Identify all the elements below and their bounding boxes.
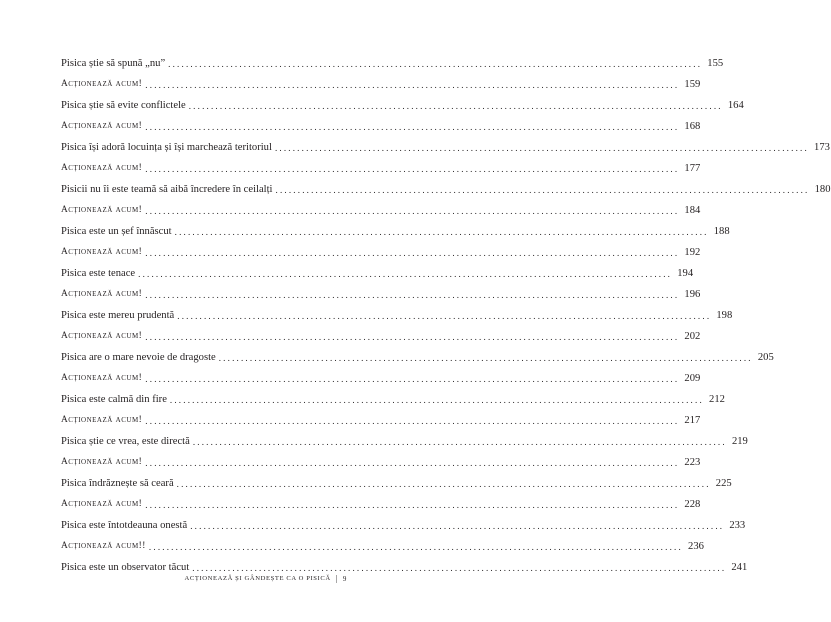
dot-leader: ........................................................................................................................ (188, 101, 723, 111)
toc-entry-page: 180 (814, 184, 831, 195)
dot-leader: ........................................................................................................................ (192, 437, 727, 447)
dot-leader: ........................................................................................................................ (145, 374, 680, 384)
toc-entry-page: 205 (757, 352, 774, 363)
toc-entry-page: 223 (684, 457, 701, 468)
table-of-contents (61, 49, 831, 574)
dot-leader: ........................................................................................................................ (145, 332, 680, 342)
toc-entry-title: Acționează acum! (61, 289, 143, 299)
dot-leader: ........................................................................................................................ (169, 395, 704, 405)
toc-action-entry (61, 70, 701, 91)
dot-leader: ........................................................................................................................ (177, 311, 712, 321)
page-number: 9 (342, 574, 347, 583)
running-title: ACȚIONEAZĂ ȘI GÂNDEȘTE CA O PISICĂ (184, 575, 331, 582)
toc-entry-title: Acționează acum! (61, 205, 143, 215)
toc-action-entry (61, 154, 701, 175)
dot-leader: ........................................................................................................................ (192, 563, 727, 573)
toc-action-entry (61, 280, 701, 301)
dot-leader: ........................................................................................................................ (145, 458, 680, 468)
toc-entry-title: Pisicii nu îi este teamă să aibă încredere în ceilalți (61, 184, 273, 195)
toc-action-entry (61, 364, 701, 385)
toc-chapter-entry (61, 133, 830, 154)
toc-entry-page: 209 (684, 373, 701, 384)
dot-leader: ........................................................................................................................ (145, 206, 680, 216)
toc-entry-title: Pisica este tenace (61, 268, 136, 279)
toc-entry-page: 217 (684, 415, 701, 426)
toc-entry-page: 194 (677, 268, 694, 279)
toc-action-entry (61, 406, 701, 427)
toc-entry-title: Pisica este un observator tăcut (61, 562, 190, 573)
toc-entry-page: 173 (814, 142, 830, 153)
toc-entry-page: 159 (684, 79, 701, 90)
footer-separator: | (335, 574, 338, 583)
dot-leader: ........................................................................................................................ (190, 521, 725, 531)
dot-leader: ........................................................................................................................ (145, 500, 680, 510)
toc-action-entry (61, 238, 701, 259)
toc-action-entry (61, 490, 701, 511)
toc-entry-page: 202 (684, 331, 701, 342)
toc-entry-page: 196 (684, 289, 701, 300)
toc-chapter-entry (61, 553, 748, 574)
toc-chapter-entry (61, 427, 748, 448)
toc-entry-page: 177 (684, 163, 701, 174)
dot-leader: ........................................................................................................................ (174, 227, 709, 237)
toc-entry-title: Pisica își adoră locuința și își marchează teritoriul (61, 142, 272, 153)
dot-leader: ........................................................................................................................ (275, 185, 810, 195)
toc-entry-page: 184 (684, 205, 701, 216)
toc-entry-page: 192 (684, 247, 701, 258)
dot-leader: ........................................................................................................................ (138, 269, 673, 279)
toc-action-entry (61, 196, 701, 217)
dot-leader: ........................................................................................................................ (145, 416, 680, 426)
dot-leader: ........................................................................................................................ (218, 353, 753, 363)
toc-entry-page: 212 (709, 394, 725, 405)
dot-leader: ........................................................................................................................ (145, 290, 680, 300)
toc-entry-title: Acționează acum! (61, 499, 143, 509)
toc-entry-title: Acționează acum! (61, 331, 143, 341)
toc-entry-title: Acționează acum! (61, 247, 143, 257)
toc-chapter-entry (61, 511, 746, 532)
toc-entry-title: Pisica îndrăznește să ceară (61, 478, 174, 489)
dot-leader: ........................................................................................................................ (145, 122, 680, 132)
toc-chapter-entry (61, 217, 730, 238)
toc-entry-title: Pisica știe ce vrea, este directă (61, 436, 190, 447)
dot-leader: ........................................................................................................................ (274, 143, 809, 153)
dot-leader: ........................................................................................................................ (176, 479, 711, 489)
toc-entry-title: Pisica are o mare nevoie de dragoste (61, 352, 216, 363)
page-footer (184, 574, 347, 583)
toc-action-entry (61, 532, 704, 553)
toc-chapter-entry (61, 343, 774, 364)
dot-leader: ........................................................................................................................ (145, 80, 680, 90)
toc-entry-title: Pisica este mereu prudentă (61, 310, 175, 321)
toc-entry-page: 236 (688, 541, 704, 552)
toc-entry-page: 241 (731, 562, 748, 573)
toc-entry-title: Acționează acum! (61, 373, 143, 383)
toc-entry-page: 225 (715, 478, 732, 489)
toc-entry-page: 233 (729, 520, 746, 531)
toc-action-entry (61, 322, 701, 343)
toc-chapter-entry (61, 91, 744, 112)
toc-entry-title: Acționează acum! (61, 79, 143, 89)
dot-leader: ........................................................................................................................ (168, 59, 703, 69)
toc-entry-title: Pisica este întotdeauna onestă (61, 520, 188, 531)
toc-entry-title: Pisica știe să spună „nu” (61, 58, 166, 69)
toc-entry-page: 198 (716, 310, 733, 321)
dot-leader: ........................................................................................................................ (145, 248, 680, 258)
toc-entry-title: Pisica este calmă din fire (61, 394, 167, 405)
toc-action-entry (61, 112, 701, 133)
toc-chapter-entry (61, 175, 831, 196)
toc-entry-page: 219 (731, 436, 748, 447)
toc-entry-page: 188 (713, 226, 730, 237)
toc-chapter-entry (61, 259, 694, 280)
dot-leader: ........................................................................................................................ (148, 542, 683, 552)
toc-action-entry (61, 448, 701, 469)
toc-entry-title: Acționează acum! (61, 121, 143, 131)
toc-entry-title: Pisica știe să evite conflictele (61, 100, 186, 111)
toc-entry-page: 168 (684, 121, 701, 132)
toc-entry-title: Pisica este un șef înnăscut (61, 226, 172, 237)
toc-chapter-entry (61, 301, 733, 322)
toc-entry-page: 228 (684, 499, 701, 510)
toc-chapter-entry (61, 469, 732, 490)
toc-entry-title: Acționează acum!! (61, 541, 146, 551)
toc-entry-title: Acționează acum! (61, 163, 143, 173)
toc-entry-title: Acționează acum! (61, 415, 143, 425)
toc-chapter-entry (61, 385, 725, 406)
toc-entry-page: 155 (707, 58, 724, 69)
toc-entry-page: 164 (727, 100, 744, 111)
toc-chapter-entry (61, 49, 724, 70)
dot-leader: ........................................................................................................................ (145, 164, 680, 174)
toc-entry-title: Acționează acum! (61, 457, 143, 467)
